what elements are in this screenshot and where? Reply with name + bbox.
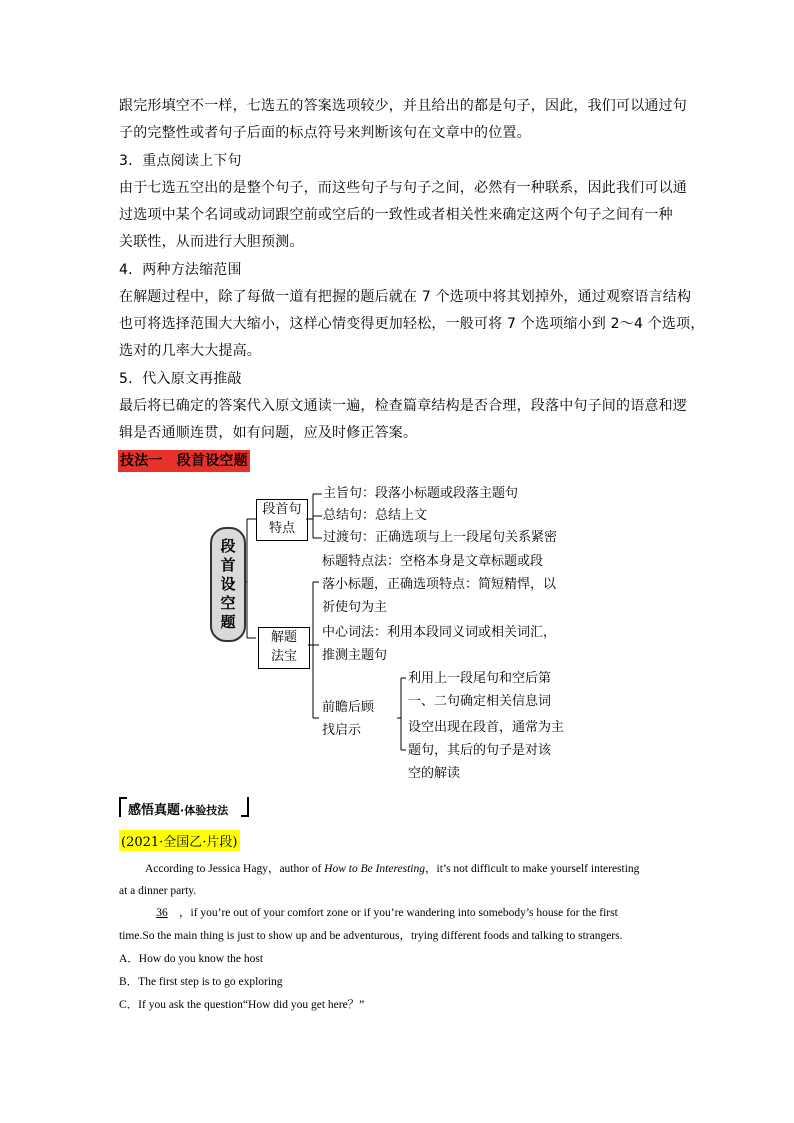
practice-subtitle: ·体验技法 — [180, 804, 229, 817]
branch1-label: 段首句 — [262, 502, 302, 517]
root-char: 段 — [220, 537, 236, 555]
intro-line-2: 子的完整性或者句子后面的标点符号来判断该句在文章中的位置。 — [119, 125, 531, 141]
intro-line-1: 跟完形填空不一样，七选五的答案选项较少，并且给出的都是句子，因此，我们可以通过句 — [119, 98, 687, 114]
section-line: 在解题过程中，除了每做一道有把握的题后就在 7 个选项中将其划掉外，通过观察语言结构 — [119, 289, 692, 305]
mindmap-root — [210, 527, 246, 642]
blank-number: 36 — [156, 907, 168, 919]
method1-line: 标题特点法：空格本身是文章标题或段 — [322, 554, 544, 569]
passage-text: ，it’s not difficult to make yourself interesting — [425, 863, 640, 875]
method3-item-line: 利用上一段尾句和空后第 — [408, 671, 552, 686]
option-c: C．If you ask the question“How did you get here？” — [119, 999, 365, 1011]
section-line: 辑是否通顺连贯，如有问题，应及时修正答案。 — [119, 425, 418, 441]
option-b: B．The first step is to go exploring — [119, 976, 283, 988]
method1-line: 落小标题，正确选项特点：简短精悍，以 — [322, 577, 557, 592]
section-line: 选对的几率大大提高。 — [119, 343, 261, 359]
branch2-label: 解题 — [270, 630, 297, 645]
passage-text: ，if you’re out of your comfort zone or if you’re wandering into somebody’s house for the first — [179, 907, 618, 919]
method3-label: 找启示 — [322, 723, 362, 738]
source-label: (2021·全国乙·片段) — [119, 830, 240, 851]
section-heading: 3．重点阅读上下句 — [119, 153, 242, 169]
section-line: 最后将已确定的答案代入原文通读一遍，检查篇章结构是否合理，段落中句子间的语意和逻 — [119, 398, 687, 414]
option-a: A．How do you know the host — [119, 953, 264, 965]
section-heading: 5．代入原文再推敲 — [119, 371, 242, 387]
method2-line: 中心词法：利用本段同义词或相关词汇， — [322, 625, 557, 640]
root-char: 设 — [220, 575, 236, 593]
branch2-label-box — [258, 627, 310, 669]
passage-line-1 — [145, 861, 639, 877]
method3-item-line: 题句，其后的句子是对该 — [408, 743, 552, 758]
branch1-item: 主旨句：段落小标题或段落主题句 — [323, 486, 519, 501]
bracket-right-icon — [241, 797, 249, 817]
branch1-item: 过渡句：正确选项与上一段尾句关系紧密 — [323, 530, 558, 545]
practice-bar-title — [128, 799, 228, 818]
method3-item-line: 空的解读 — [408, 766, 461, 781]
practice-title: 感悟真题 — [128, 803, 181, 818]
method3-item-line: 设空出现在段首，通常为主 — [408, 720, 565, 735]
passage-line-3 — [145, 905, 618, 921]
section-line: 关联性，从而进行大胆预测。 — [119, 234, 304, 250]
root-char: 首 — [220, 556, 236, 574]
passage-text: According to Jessica Hagy，author of — [145, 863, 325, 875]
book-title: How to Be Interesting — [324, 863, 425, 875]
passage-line-2: at a dinner party. — [119, 885, 197, 897]
section-heading: 4．两种方法缩范围 — [119, 262, 242, 278]
method2-line: 推测主题句 — [322, 648, 388, 663]
section-line: 也可将选择范围大大缩小，这样心情变得更加轻松，一般可将 7 个选项缩小到 2～4 个选项， — [119, 316, 705, 332]
method3-label: 前瞻后顾 — [322, 700, 375, 715]
passage-line-4: time.So the main thing is just to show up and be adventurous，trying different foods and talking to strangers. — [119, 930, 623, 942]
branch1-label: 特点 — [268, 521, 295, 536]
section-line: 由于七选五空出的是整个句子，而这些句子与句子之间，必然有一种联系，因此我们可以通 — [119, 180, 687, 196]
method1-line: 祈使句为主 — [322, 600, 388, 615]
root-char: 题 — [220, 613, 236, 631]
method3-item-line: 一、二句确定相关信息词 — [408, 694, 552, 709]
branch2-label: 法宝 — [270, 649, 297, 664]
bracket-left-icon — [119, 797, 127, 817]
branch1-label-box — [256, 499, 308, 541]
section-line: 过选项中某个名词或动词跟空前或空后的一致性或者相关性来确定这两个句子之间有一种 — [119, 207, 673, 223]
technique-title: 技法一 段首设空题 — [118, 450, 250, 472]
root-char: 空 — [220, 594, 236, 612]
branch1-item: 总结句：总结上文 — [323, 508, 428, 523]
